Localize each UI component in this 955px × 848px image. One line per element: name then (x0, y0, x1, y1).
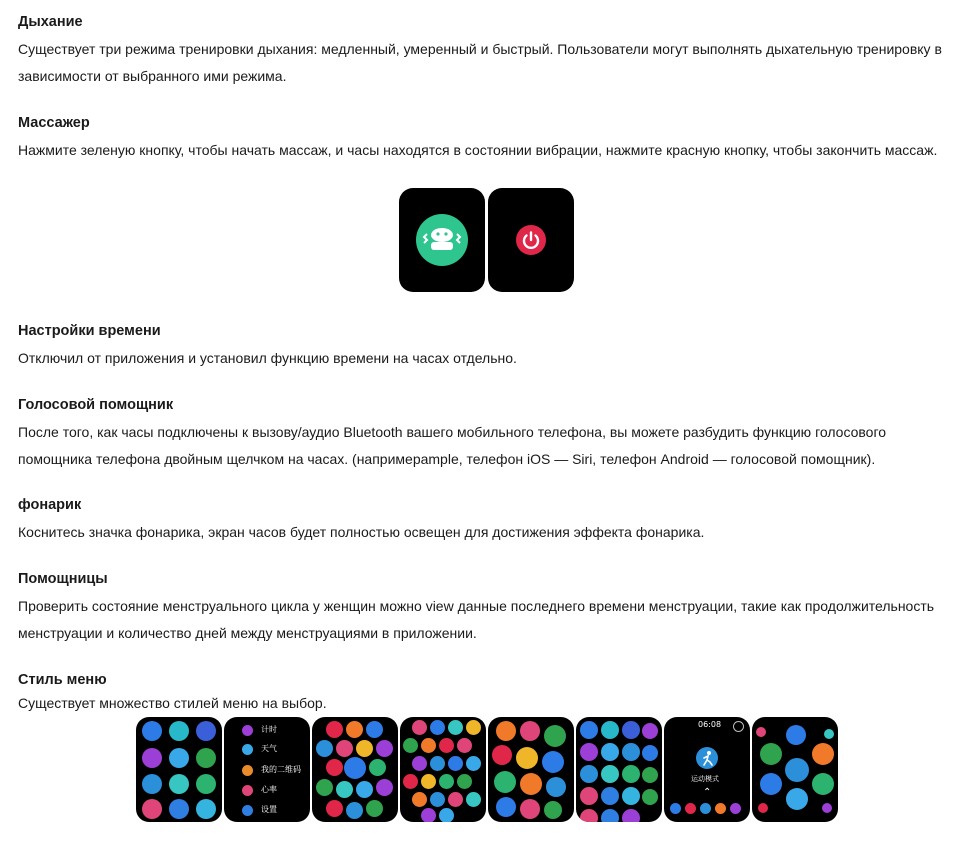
section-title: Голосовой помощник (18, 397, 174, 413)
menu-style-grid (136, 717, 222, 822)
menu-list-item: 计时 (242, 723, 277, 737)
section-voice-assistant (18, 395, 943, 473)
sport-mode-label: 运动模式 (691, 775, 719, 783)
section-title: Помощницы (18, 571, 108, 587)
weather-icon (242, 744, 253, 755)
section-menu-style (18, 670, 943, 717)
menu-style-grid-alt (576, 717, 662, 822)
settings-icon (733, 721, 744, 732)
settings-icon (242, 805, 253, 816)
section-time-settings (18, 321, 943, 372)
massage-start-screen (399, 188, 485, 292)
section-female-health (18, 569, 943, 647)
menu-list-item: 心率 (242, 783, 277, 797)
menu-style-sport-mode (664, 717, 750, 822)
massage-start-icon (416, 214, 468, 266)
section-flashlight (18, 495, 943, 546)
section-text: Отключил от приложения и установил функцию времени на часах отдельно. (18, 350, 517, 366)
section-massager (18, 113, 943, 164)
section-text: После того, как часы подключены к вызову/аудио Bluetooth вашего мобильного телефона, вы можете разбудить функцию голосового помощника телефона двойным щелчком на часах. (напримерample, телефон iOS — Siri, телефон Android — голосовой помощник). (18, 424, 887, 467)
menu-style-dense-honeycomb (400, 717, 486, 822)
section-text: Нажмите зеленую кнопку, чтобы начать массаж, и часы находятся в состоянии вибрации, нажмите красную кнопку, чтобы закончить массаж. (18, 142, 938, 158)
chevron-up-icon: ⌃ (703, 787, 712, 798)
section-title: Стиль меню (18, 672, 107, 688)
qr-code-icon (242, 765, 253, 776)
menu-list-item: 设置 (242, 803, 277, 817)
section-text: Существует три режима тренировки дыхания: медленный, умеренный и быстрый. Пользователи могут выполнять дыхательную тренировку в зависимости от выбранного ими режима. (18, 41, 942, 84)
section-text: Проверить состояние менструального цикла у женщин можно view данные последнего времени менструации, такие как продолжительность менструации и количество дней между менструациями в приложении. (18, 598, 935, 641)
running-icon (696, 747, 718, 769)
section-text: Коснитесь значка фонарика, экран часов будет полностью освещен для достижения эффекта фонарика. (18, 524, 705, 540)
section-breathing (18, 12, 943, 90)
menu-list-item: 我的二维码 (242, 763, 301, 777)
section-title: Массажер (18, 115, 90, 131)
menu-style-honeycomb (312, 717, 398, 822)
timer-icon (242, 725, 253, 736)
section-title: Настройки времени (18, 323, 161, 339)
section-title: Дыхание (18, 14, 83, 30)
section-text: Существует множество стилей меню на выбор. (18, 695, 327, 711)
menu-list-item: 天气 (242, 742, 277, 756)
massage-stop-screen (488, 188, 574, 292)
status-time: 06:08 (698, 720, 722, 729)
heart-rate-icon (242, 785, 253, 796)
section-title: фонарик (18, 497, 82, 513)
menu-style-bubbles (488, 717, 574, 822)
power-icon (516, 225, 546, 255)
menu-style-scatter (752, 717, 838, 822)
menu-style-list (224, 717, 310, 822)
